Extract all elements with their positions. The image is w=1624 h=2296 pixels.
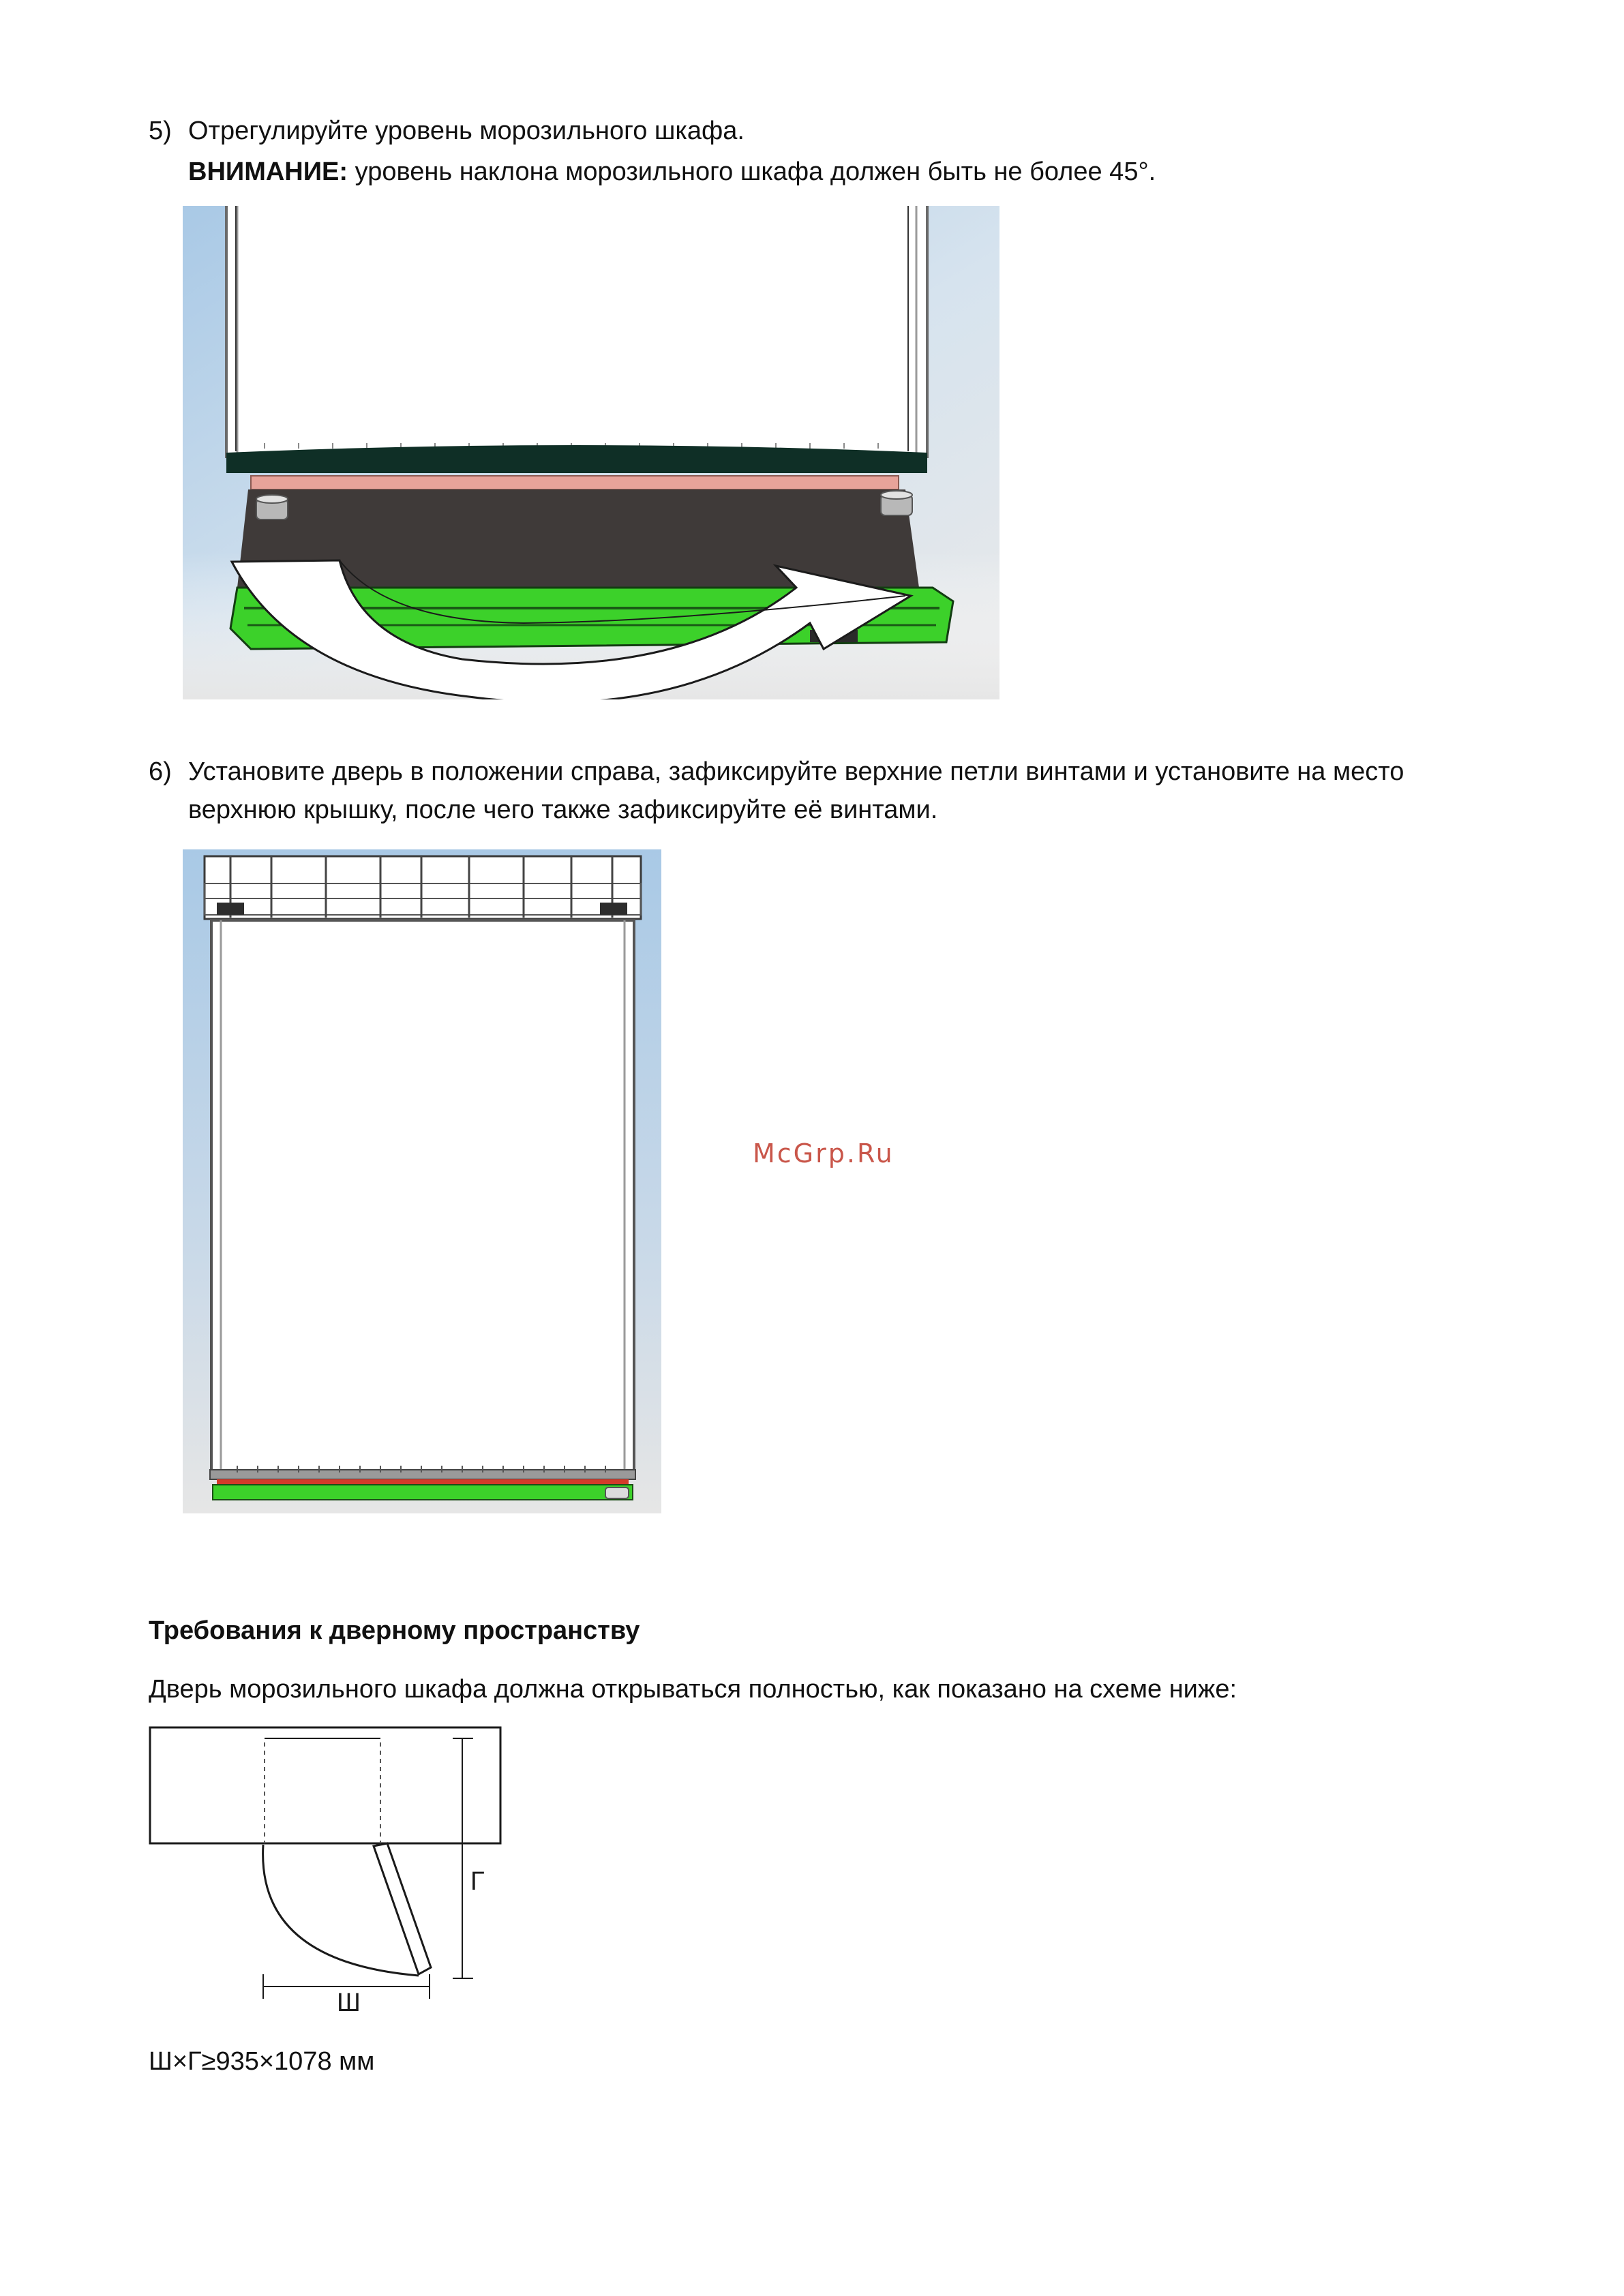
depth-label: Г — [470, 1867, 485, 1896]
opened-door — [374, 1843, 431, 1974]
section-intro: Дверь морозильного шкафа должна открываться полностью, как показано на схеме ниже: — [149, 1675, 1237, 1704]
leveling-foot-left — [256, 495, 288, 519]
step5-text: Отрегулируйте уровень морозильного шкафа. — [188, 117, 745, 145]
freezer-door-right-figure — [183, 849, 661, 1513]
cabinet-body — [226, 206, 927, 458]
step6-text-line1: Установите дверь в положении справа, зафиксируйте верхние петли винтами и установите на место — [188, 757, 1404, 786]
cabinet-outline — [150, 1727, 500, 1843]
freezer-leveling-figure — [183, 206, 999, 699]
step6-text-line2: верхнюю крышку, после чего также зафиксируйте её винтами. — [188, 796, 938, 824]
watermark: McGrp.Ru — [753, 1138, 894, 1168]
bottom-frame — [210, 1466, 635, 1500]
step6-number: 6) — [149, 757, 172, 786]
cabinet-base — [226, 445, 927, 473]
warning-label: ВНИМАНИЕ: — [188, 157, 348, 186]
warning-text: уровень наклона морозильного шкафа должен быть не более 45°. — [348, 157, 1156, 186]
leveling-foot-right — [881, 491, 912, 515]
door-seal — [251, 476, 899, 489]
size-formula: Ш×Г≥935×1078 мм — [149, 2047, 375, 2076]
depth-dimension — [453, 1738, 473, 1978]
step5-number: 5) — [149, 117, 172, 145]
step6-line1 — [149, 753, 1404, 791]
width-label: Ш — [337, 1989, 361, 2012]
door-body — [211, 920, 634, 1474]
section-heading: Требования к дверному пространству — [149, 1616, 640, 1645]
step5-line — [149, 112, 745, 150]
step5-warning — [188, 153, 1156, 191]
door-swing-diagram — [147, 1723, 515, 2012]
step6-line2 — [188, 791, 937, 829]
top-cover — [205, 856, 641, 919]
